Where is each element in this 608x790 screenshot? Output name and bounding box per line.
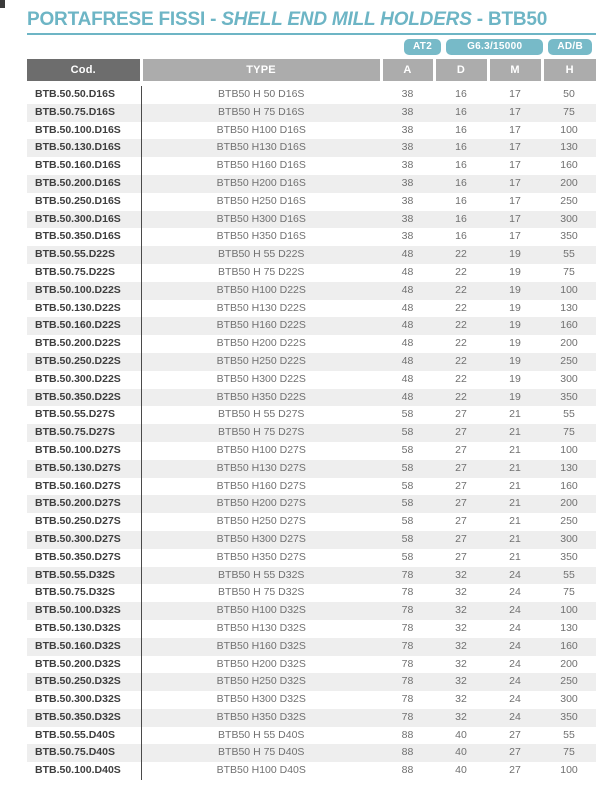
- table-header: [27, 59, 596, 84]
- a-cell: 78: [401, 639, 414, 652]
- table-row: [27, 139, 596, 157]
- type-cell: BTB50 H200 D16S: [216, 176, 306, 189]
- cod-cell: BTB.50.200.D32S: [27, 656, 141, 674]
- h-cell: 100: [560, 443, 578, 456]
- type-cell: BTB50 H160 D22S: [216, 319, 306, 332]
- h-cell: 130: [560, 301, 578, 314]
- table-row: [27, 104, 596, 122]
- m-cell: 21: [509, 443, 521, 456]
- type-cell: BTB50 H130 D32S: [216, 621, 306, 634]
- cod-cell: BTB.50.130.D32S: [27, 620, 141, 638]
- badge-adb: AD/B: [548, 39, 592, 55]
- table-row: [27, 371, 596, 389]
- a-cell: 48: [401, 283, 414, 296]
- a-cell: 78: [401, 586, 414, 599]
- type-cell: BTB50 H130 D16S: [216, 141, 306, 154]
- m-cell: 21: [509, 497, 521, 510]
- type-cell: BTB50 H 55 D22S: [218, 248, 305, 261]
- m-cell: 17: [509, 212, 521, 225]
- type-cell: BTB50 H350 D22S: [216, 390, 306, 403]
- title-model: - BTB50: [471, 9, 548, 30]
- scan-corner-artifact: [0, 0, 5, 8]
- type-cell: BTB50 H200 D27S: [216, 497, 306, 510]
- type-cell: BTB50 H130 D22S: [216, 301, 306, 314]
- a-cell: 48: [401, 337, 414, 350]
- a-cell: 78: [401, 710, 414, 723]
- spec-badges: [27, 39, 592, 55]
- h-cell: 75: [563, 586, 575, 599]
- m-cell: 17: [509, 230, 521, 243]
- cod-cell: BTB.50.55.D27S: [27, 406, 141, 424]
- table-row: [27, 744, 596, 762]
- d-cell: 22: [455, 248, 467, 261]
- type-cell: BTB50 H250 D32S: [216, 675, 306, 688]
- cod-cell: BTB.50.250.D32S: [27, 673, 141, 691]
- d-cell: 32: [455, 621, 467, 634]
- h-cell: 350: [560, 390, 578, 403]
- cod-cell: BTB.50.300.D27S: [27, 531, 141, 549]
- a-cell: 38: [401, 212, 414, 225]
- d-cell: 16: [455, 141, 467, 154]
- d-cell: 40: [455, 728, 467, 741]
- type-cell: BTB50 H350 D16S: [216, 230, 306, 243]
- h-cell: 130: [560, 461, 578, 474]
- d-cell: 22: [455, 354, 467, 367]
- d-cell: 32: [455, 657, 467, 670]
- h-cell: 300: [560, 693, 578, 706]
- cod-cell: BTB.50.100.D27S: [27, 442, 141, 460]
- type-cell: BTB50 H100 D22S: [216, 283, 306, 296]
- d-cell: 16: [455, 159, 467, 172]
- a-cell: 38: [401, 105, 414, 118]
- h-cell: 75: [563, 265, 575, 278]
- a-cell: 48: [401, 248, 414, 261]
- m-cell: 27: [509, 764, 521, 777]
- table-row: [27, 353, 596, 371]
- d-cell: 40: [455, 746, 467, 759]
- d-cell: 16: [455, 176, 467, 189]
- type-cell: BTB50 H300 D32S: [216, 693, 306, 706]
- m-cell: 21: [509, 532, 521, 545]
- title-underline: [27, 33, 596, 35]
- m-cell: 24: [509, 621, 521, 634]
- table-row: [27, 549, 596, 567]
- h-cell: 300: [560, 532, 578, 545]
- a-cell: 38: [401, 159, 414, 172]
- cod-cell: BTB.50.250.D16S: [27, 193, 141, 211]
- table-row: [27, 709, 596, 727]
- table-row: [27, 442, 596, 460]
- m-cell: 19: [509, 337, 521, 350]
- a-cell: 38: [401, 123, 414, 136]
- h-cell: 100: [560, 764, 578, 777]
- type-cell: BTB50 H130 D27S: [216, 461, 306, 474]
- type-cell: BTB50 H300 D22S: [216, 372, 306, 385]
- h-cell: 75: [563, 105, 575, 118]
- a-cell: 58: [401, 461, 414, 474]
- d-cell: 32: [455, 586, 467, 599]
- a-cell: 48: [401, 390, 414, 403]
- title-italian: PORTAFRESE FISSI -: [27, 9, 222, 30]
- h-cell: 350: [560, 550, 578, 563]
- h-cell: 75: [563, 426, 575, 439]
- table-row: [27, 157, 596, 175]
- d-cell: 22: [455, 283, 467, 296]
- a-cell: 38: [401, 141, 414, 154]
- d-cell: 32: [455, 568, 467, 581]
- a-cell: 38: [401, 88, 414, 100]
- a-cell: 38: [401, 230, 414, 243]
- type-cell: BTB50 H 75 D40S: [218, 746, 305, 759]
- d-cell: 32: [455, 675, 467, 688]
- cod-cell: BTB.50.250.D22S: [27, 353, 141, 371]
- a-cell: 78: [401, 693, 414, 706]
- a-cell: 48: [401, 372, 414, 385]
- a-cell: 48: [401, 319, 414, 332]
- badge-balancing-grade: G6.3/15000: [446, 39, 543, 55]
- d-cell: 22: [455, 301, 467, 314]
- cod-cell: BTB.50.100.D22S: [27, 282, 141, 300]
- type-cell: BTB50 H160 D27S: [216, 479, 306, 492]
- h-cell: 130: [560, 621, 578, 634]
- d-cell: 32: [455, 639, 467, 652]
- cod-cell: BTB.50.160.D22S: [27, 317, 141, 335]
- h-cell: 250: [560, 675, 578, 688]
- d-cell: 32: [455, 604, 467, 617]
- type-cell: BTB50 H160 D32S: [216, 639, 306, 652]
- a-cell: 48: [401, 301, 414, 314]
- cod-cell: BTB.50.75.D22S: [27, 264, 141, 282]
- table-row: [27, 175, 596, 193]
- m-cell: 17: [509, 194, 521, 207]
- type-cell: BTB50 H100 D16S: [216, 123, 306, 136]
- m-cell: 24: [509, 675, 521, 688]
- cod-cell: BTB.50.250.D27S: [27, 513, 141, 531]
- table-row: [27, 638, 596, 656]
- m-cell: 19: [509, 301, 521, 314]
- table-row: [27, 673, 596, 691]
- h-cell: 75: [563, 746, 575, 759]
- type-cell: BTB50 H300 D16S: [216, 212, 306, 225]
- a-cell: 58: [401, 515, 414, 528]
- d-cell: 27: [455, 497, 467, 510]
- m-cell: 17: [509, 88, 521, 100]
- a-cell: 58: [401, 426, 414, 439]
- m-cell: 19: [509, 319, 521, 332]
- m-cell: 21: [509, 426, 521, 439]
- cod-cell: BTB.50.160.D27S: [27, 478, 141, 496]
- a-cell: 88: [401, 728, 414, 741]
- m-cell: 24: [509, 710, 521, 723]
- a-cell: 78: [401, 657, 414, 670]
- m-cell: 21: [509, 515, 521, 528]
- cod-cell: BTB.50.350.D22S: [27, 389, 141, 407]
- table-row: [27, 478, 596, 496]
- a-cell: 48: [401, 354, 414, 367]
- m-cell: 17: [509, 123, 521, 136]
- m-cell: 19: [509, 372, 521, 385]
- m-cell: 19: [509, 248, 521, 261]
- h-cell: 300: [560, 372, 578, 385]
- header-d: D: [434, 59, 488, 84]
- type-cell: BTB50 H 55 D27S: [218, 408, 305, 421]
- title-english: SHELL END MILL HOLDERS: [221, 9, 472, 30]
- a-cell: 78: [401, 675, 414, 688]
- h-cell: 160: [560, 639, 578, 652]
- d-cell: 27: [455, 479, 467, 492]
- table-row: [27, 727, 596, 745]
- h-cell: 250: [560, 354, 578, 367]
- h-cell: 160: [560, 319, 578, 332]
- m-cell: 19: [509, 390, 521, 403]
- a-cell: 78: [401, 604, 414, 617]
- h-cell: 55: [563, 728, 575, 741]
- d-cell: 22: [455, 265, 467, 278]
- badge-at2: AT2: [404, 39, 441, 55]
- header-type: TYPE: [141, 59, 381, 84]
- table-row: [27, 424, 596, 442]
- type-cell: BTB50 H100 D27S: [216, 443, 306, 456]
- m-cell: 19: [509, 354, 521, 367]
- table-row: [27, 282, 596, 300]
- cod-cell: BTB.50.75.D40S: [27, 744, 141, 762]
- table-row: [27, 335, 596, 353]
- h-cell: 250: [560, 515, 578, 528]
- h-cell: 200: [560, 176, 578, 189]
- table-body: [27, 84, 596, 781]
- table-row: [27, 84, 596, 104]
- cod-cell: BTB.50.100.D40S: [27, 762, 141, 780]
- d-cell: 40: [455, 764, 467, 777]
- d-cell: 27: [455, 515, 467, 528]
- h-cell: 200: [560, 337, 578, 350]
- table-row: [27, 264, 596, 282]
- d-cell: 16: [455, 123, 467, 136]
- cod-cell: BTB.50.200.D22S: [27, 335, 141, 353]
- table-row: [27, 656, 596, 674]
- h-cell: 300: [560, 212, 578, 225]
- a-cell: 88: [401, 746, 414, 759]
- m-cell: 21: [509, 550, 521, 563]
- h-cell: 200: [560, 497, 578, 510]
- m-cell: 27: [509, 728, 521, 741]
- m-cell: 24: [509, 657, 521, 670]
- table-row: [27, 122, 596, 140]
- cod-cell: BTB.50.130.D27S: [27, 460, 141, 478]
- cod-cell: BTB.50.75.D32S: [27, 584, 141, 602]
- h-cell: 100: [560, 604, 578, 617]
- type-cell: BTB50 H350 D27S: [216, 550, 306, 563]
- h-cell: 200: [560, 657, 578, 670]
- table-row: [27, 762, 596, 780]
- type-cell: BTB50 H350 D32S: [216, 710, 306, 723]
- cod-cell: BTB.50.160.D32S: [27, 638, 141, 656]
- m-cell: 17: [509, 141, 521, 154]
- product-table: [27, 59, 596, 780]
- cod-cell: BTB.50.100.D16S: [27, 122, 141, 140]
- a-cell: 58: [401, 532, 414, 545]
- page-title: [27, 8, 596, 31]
- h-cell: 350: [560, 710, 578, 723]
- cod-cell: BTB.50.350.D16S: [27, 228, 141, 246]
- table-row: [27, 228, 596, 246]
- h-cell: 55: [563, 248, 575, 261]
- type-cell: BTB50 H100 D40S: [216, 764, 306, 777]
- d-cell: 16: [455, 88, 467, 100]
- cod-cell: BTB.50.160.D16S: [27, 157, 141, 175]
- a-cell: 78: [401, 568, 414, 581]
- table-row: [27, 211, 596, 229]
- m-cell: 24: [509, 639, 521, 652]
- h-cell: 100: [560, 123, 578, 136]
- h-cell: 250: [560, 194, 578, 207]
- cod-cell: BTB.50.75.D16S: [27, 104, 141, 122]
- table-row: [27, 406, 596, 424]
- h-cell: 160: [560, 479, 578, 492]
- table-row: [27, 567, 596, 585]
- table-row: [27, 584, 596, 602]
- type-cell: BTB50 H250 D16S: [216, 194, 306, 207]
- table-row: [27, 460, 596, 478]
- d-cell: 27: [455, 461, 467, 474]
- header-cod: Cod.: [27, 59, 141, 84]
- cod-cell: BTB.50.350.D27S: [27, 549, 141, 567]
- type-cell: BTB50 H 75 D22S: [218, 265, 305, 278]
- d-cell: 16: [455, 105, 467, 118]
- m-cell: 19: [509, 265, 521, 278]
- cod-cell: BTB.50.100.D32S: [27, 602, 141, 620]
- cod-cell: BTB.50.55.D22S: [27, 246, 141, 264]
- type-cell: BTB50 H 55 D32S: [218, 568, 305, 581]
- cod-cell: BTB.50.200.D27S: [27, 495, 141, 513]
- h-cell: 350: [560, 230, 578, 243]
- cod-cell: BTB.50.300.D32S: [27, 691, 141, 709]
- type-cell: BTB50 H250 D27S: [216, 515, 306, 528]
- type-cell: BTB50 H 75 D32S: [218, 586, 305, 599]
- type-cell: BTB50 H 50 D16S: [218, 88, 305, 100]
- m-cell: 21: [509, 479, 521, 492]
- d-cell: 32: [455, 710, 467, 723]
- cod-cell: BTB.50.55.D32S: [27, 567, 141, 585]
- a-cell: 38: [401, 176, 414, 189]
- table-row: [27, 691, 596, 709]
- m-cell: 17: [509, 105, 521, 118]
- type-cell: BTB50 H250 D22S: [216, 354, 306, 367]
- d-cell: 16: [455, 194, 467, 207]
- d-cell: 22: [455, 319, 467, 332]
- a-cell: 58: [401, 479, 414, 492]
- m-cell: 17: [509, 159, 521, 172]
- m-cell: 24: [509, 586, 521, 599]
- table-row: [27, 193, 596, 211]
- type-cell: BTB50 H 55 D40S: [218, 728, 305, 741]
- table-row: [27, 531, 596, 549]
- h-cell: 130: [560, 141, 578, 154]
- a-cell: 38: [401, 194, 414, 207]
- cod-cell: BTB.50.55.D40S: [27, 727, 141, 745]
- d-cell: 32: [455, 693, 467, 706]
- cod-cell: BTB.50.130.D22S: [27, 300, 141, 318]
- table-row: [27, 495, 596, 513]
- h-cell: 55: [563, 568, 575, 581]
- cod-cell: BTB.50.50.D16S: [27, 84, 141, 104]
- m-cell: 24: [509, 568, 521, 581]
- a-cell: 58: [401, 550, 414, 563]
- d-cell: 16: [455, 212, 467, 225]
- h-cell: 100: [560, 283, 578, 296]
- table-row: [27, 300, 596, 318]
- m-cell: 19: [509, 283, 521, 296]
- type-cell: BTB50 H160 D16S: [216, 159, 306, 172]
- table-row: [27, 317, 596, 335]
- a-cell: 78: [401, 621, 414, 634]
- d-cell: 27: [455, 443, 467, 456]
- h-cell: 50: [563, 88, 575, 100]
- cod-cell: BTB.50.130.D16S: [27, 139, 141, 157]
- d-cell: 16: [455, 230, 467, 243]
- m-cell: 24: [509, 604, 521, 617]
- d-cell: 22: [455, 337, 467, 350]
- header-m: M: [488, 59, 542, 84]
- type-cell: BTB50 H 75 D16S: [218, 105, 305, 118]
- type-cell: BTB50 H 75 D27S: [218, 426, 305, 439]
- table-row: [27, 602, 596, 620]
- type-cell: BTB50 H100 D32S: [216, 604, 306, 617]
- cod-cell: BTB.50.75.D27S: [27, 424, 141, 442]
- m-cell: 21: [509, 461, 521, 474]
- a-cell: 48: [401, 265, 414, 278]
- a-cell: 58: [401, 443, 414, 456]
- m-cell: 17: [509, 176, 521, 189]
- header-h: H: [542, 59, 596, 84]
- header-a: A: [381, 59, 434, 84]
- d-cell: 27: [455, 532, 467, 545]
- a-cell: 58: [401, 408, 414, 421]
- type-cell: BTB50 H200 D32S: [216, 657, 306, 670]
- a-cell: 58: [401, 497, 414, 510]
- h-cell: 160: [560, 159, 578, 172]
- type-cell: BTB50 H300 D27S: [216, 532, 306, 545]
- d-cell: 22: [455, 390, 467, 403]
- d-cell: 27: [455, 550, 467, 563]
- table-row: [27, 620, 596, 638]
- cod-cell: BTB.50.300.D22S: [27, 371, 141, 389]
- table-row: [27, 246, 596, 264]
- cod-cell: BTB.50.200.D16S: [27, 175, 141, 193]
- cod-cell: BTB.50.300.D16S: [27, 211, 141, 229]
- a-cell: 88: [401, 764, 414, 777]
- d-cell: 22: [455, 372, 467, 385]
- h-cell: 55: [563, 408, 575, 421]
- table-row: [27, 389, 596, 407]
- cod-cell: BTB.50.350.D32S: [27, 709, 141, 727]
- m-cell: 27: [509, 746, 521, 759]
- d-cell: 27: [455, 408, 467, 421]
- table-row: [27, 513, 596, 531]
- type-cell: BTB50 H200 D22S: [216, 337, 306, 350]
- d-cell: 27: [455, 426, 467, 439]
- m-cell: 24: [509, 693, 521, 706]
- m-cell: 21: [509, 408, 521, 421]
